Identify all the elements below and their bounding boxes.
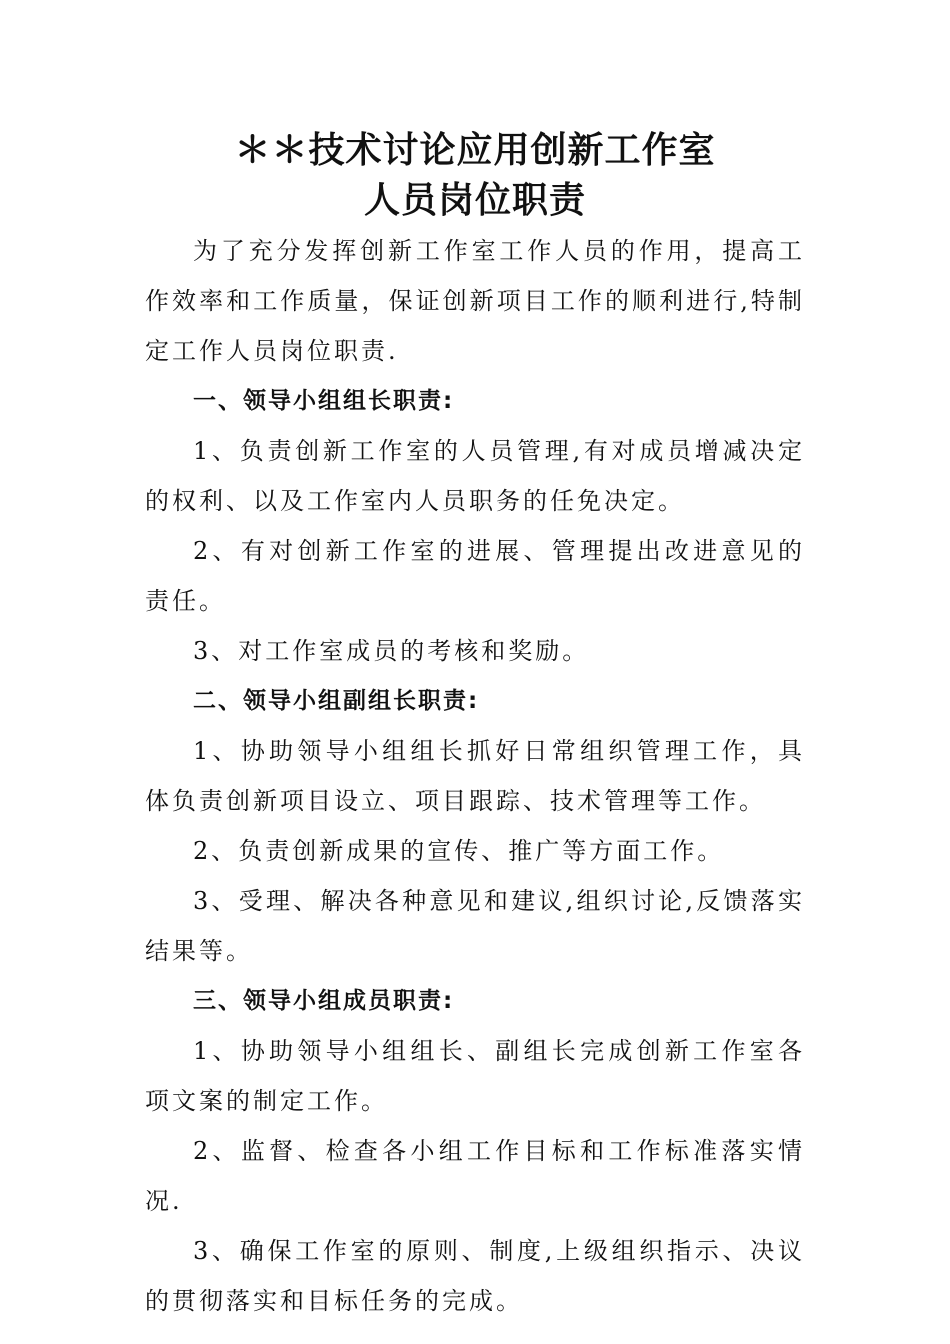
section-2-item-2: 2、负责创新成果的宣传、推广等方面工作。 xyxy=(193,837,725,865)
title-line-1: ＊＊技术讨论应用创新工作室 xyxy=(234,130,716,171)
section-1-item-1: 1、负责创新工作室的人员管理,有对成员增减决定的权利、以及工作室内人员职务的任免决定。 xyxy=(145,437,805,515)
section-3-heading: 三、领导小组成员职责: xyxy=(193,988,455,1014)
section-3-item-2: 2、监督、检查各小组工作目标和工作标准落实情况. xyxy=(145,1137,805,1215)
section-2-item-1: 1、协助领导小组组长抓好日常组织管理工作，具体负责创新项目设立、项目跟踪、技术管理等工作。 xyxy=(145,737,805,815)
document-title xyxy=(0,126,950,226)
document-body xyxy=(145,226,805,1326)
intro-paragraph: 为了充分发挥创新工作室工作人员的作用，提高工作效率和工作质量，保证创新项目工作的顺利进行,特制定工作人员岗位职责. xyxy=(145,237,805,365)
section-2-item-3: 3、受理、解决各种意见和建议,组织讨论,反馈落实结果等。 xyxy=(145,887,805,965)
section-2-heading: 二、领导小组副组长职责: xyxy=(193,688,480,714)
section-1-heading: 一、领导小组组长职责: xyxy=(193,388,455,414)
title-line-2: 人员岗位职责 xyxy=(363,180,586,221)
section-1-item-2: 2、有对创新工作室的进展、管理提出改进意见的责任。 xyxy=(145,537,805,615)
section-1-item-3: 3、对工作室成员的考核和奖励。 xyxy=(193,637,590,665)
section-3-item-1: 1、协助领导小组组长、副组长完成创新工作室各项文案的制定工作。 xyxy=(145,1037,805,1115)
section-3-item-3: 3、确保工作室的原则、制度,上级组织指示、决议的贯彻落实和目标任务的完成。 xyxy=(145,1237,805,1315)
